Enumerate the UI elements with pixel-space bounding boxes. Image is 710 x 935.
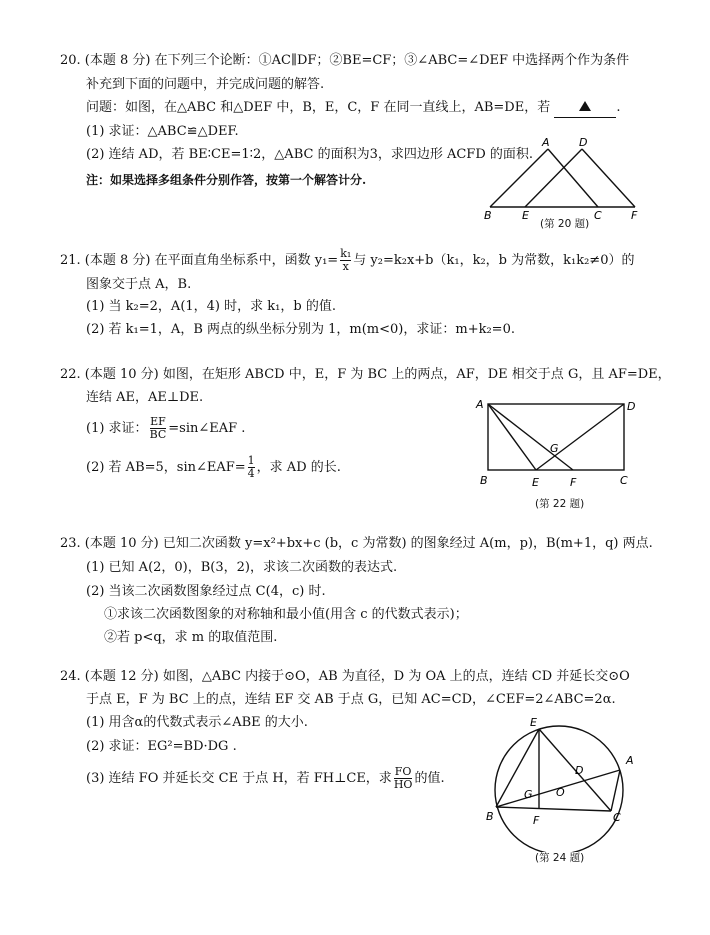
q20-line-1: 20. (本题 8 分) 在下列三个论断：①AC∥DF；②BE=CF；③∠ABC=∠DEF 中选择两个作为条件 [60,53,630,68]
q22-fraction-1 [150,416,167,441]
q22-segment-de [536,404,624,470]
q21-frac-den: x [340,260,351,273]
q22-label-d: D [627,400,636,413]
q22-fraction-2 [248,455,255,480]
q22-line-2: 连结 AE，AE⊥DE. [86,390,204,405]
q20-line-2: 补充到下面的问题中，并完成问题的解答. [86,77,325,92]
q21-text-b: 与 y₂=k₂x+b（k₁，k₂，b 为常数，k₁k₂≠0）的 [353,253,635,268]
q20-line-3 [86,99,621,118]
q22-text-2a: (2) 若 AB=5，sin∠EAF= [86,460,246,475]
q22-label-f: F [570,476,577,489]
q24-line-2: 于点 E，F 为 BC 上的点，连结 EF 交 AB 于点 G，已知 AC=CD，∠CEF=2∠ABC=2α. [86,692,616,707]
q23-line-1: 23. (本题 10 分) 已知二次函数 y=x²+bx+c (b，c 为常数) 的图象经过 A(m，p)，B(m+1，q) 两点. [60,536,653,551]
q22-frac2-num: 1 [247,454,255,467]
q22-segment-af [488,404,573,470]
q22-segment-ae [488,404,536,470]
q20-segment-ab [490,149,548,207]
q20-label-c: C [594,209,602,222]
q23-line-2: (1) 已知 A(2，0)，B(3，2)，求该二次函数的表达式. [86,560,398,575]
q22-label-b: B [480,474,488,487]
q20-caption: (第 20 题) [540,218,590,230]
q21-line-1 [60,248,634,273]
q24-frac-num: FO [394,765,412,778]
q20-label-a: A [542,136,550,149]
q20-line-5: (2) 连结 AD，若 BE∶CE=1∶2，△ABC 的面积为3，求四边形 ACFD 的面积. [86,147,534,162]
q22-frac1-num: EF [150,415,166,428]
q24-label-g: G [524,788,533,801]
q24-frac-den: HO [393,778,413,791]
q22-label-e: E [532,476,539,489]
q20-problem-text: 问题：如图，在△ABC 和△DEF 中，B，E，C，F 在同一直线上，AB=DE，若 [86,100,551,115]
q24-text-a: (3) 连结 FO 并延长交 CE 于点 H，若 FH⊥CE，求 [86,771,392,786]
q24-label-o: O [556,786,565,799]
q22-frac1-den: BC [149,428,167,441]
q24-label-d: D [575,764,584,777]
q24-text-b: 的值. [414,771,445,786]
q21-frac-num: k₁ [340,247,352,260]
q24-line-3: (1) 用含α的代数式表示∠ABE 的大小. [86,715,308,730]
q24-fraction [394,766,413,791]
q22-caption: (第 22 题) [535,498,585,510]
q20-note: 注：如果选择多组条件分别作答，按第一个解答计分. [86,173,367,187]
q22-rectangle [488,404,624,470]
q24-segment-bc [496,807,611,811]
q24-label-e: E [530,716,537,729]
q24-line-4: (2) 求证：EG²=BD·DG . [86,739,237,754]
q21-fraction [340,248,351,273]
q24-line-5 [86,766,445,791]
q20-label-f: F [631,209,638,222]
q24-label-c: C [613,811,621,824]
q24-caption: (第 24 题) [535,852,585,864]
q23-line-3: (2) 当该二次函数图象经过点 C(4，c) 时. [86,584,326,599]
q22-label-a: A [476,398,484,411]
q24-label-a: A [626,754,634,767]
q22-line-1: 22. (本题 10 分) 如图，在矩形 ABCD 中，E，F 为 BC 上的两点，AF，DE 相交于点 G，且 AF=DE， [60,367,671,382]
q22-text-1a: (1) 求证： [86,421,148,436]
q20-label-b: B [484,209,492,222]
q22-line-3 [86,416,245,441]
q22-text-1b: =sin∠EAF . [168,421,246,436]
q20-label-d: D [579,136,588,149]
q22-text-2b: ，求 AD 的长. [256,460,341,475]
q21-line-3: (1) 当 k₂=2，A(1，4) 时，求 k₁，b 的值. [86,299,336,314]
answer-blank[interactable] [554,99,616,118]
q22-label-c: C [620,474,628,487]
q21-text-a: 21. (本题 8 分) 在平面直角坐标系中，函数 y₁= [60,253,339,268]
q20-line-4: (1) 求证：△ABC≌△DEF. [86,124,239,139]
q22-label-g: G [550,442,559,455]
q21-line-4: (2) 若 k₁=1，A，B 两点的纵坐标分别为 1，m(m<0)，求证：m+k₂=0. [86,322,515,337]
q23-line-5: ②若 p<q，求 m 的取值范围. [104,630,278,645]
q24-label-b: B [486,810,494,823]
q24-figure [480,712,640,852]
q22-line-4 [86,455,341,480]
triangle-icon [579,101,591,111]
q20-label-e: E [522,209,529,222]
q20-figure [480,135,650,225]
q20-period: . [616,100,621,115]
q24-segment-ac [611,770,620,811]
q22-frac2-den: 4 [247,467,255,480]
q23-line-4: ①求该二次函数图象的对称轴和最小值(用含 c 的代数式表示)； [104,607,468,622]
q21-line-2: 图象交于点 A，B. [86,277,192,292]
q24-line-1: 24. (本题 12 分) 如图，△ABC 内接于⊙O，AB 为直径，D 为 OA 上的点，连结 CD 并延长交⊙O [60,669,630,684]
q22-figure [472,394,652,494]
q24-label-f: F [533,814,540,827]
